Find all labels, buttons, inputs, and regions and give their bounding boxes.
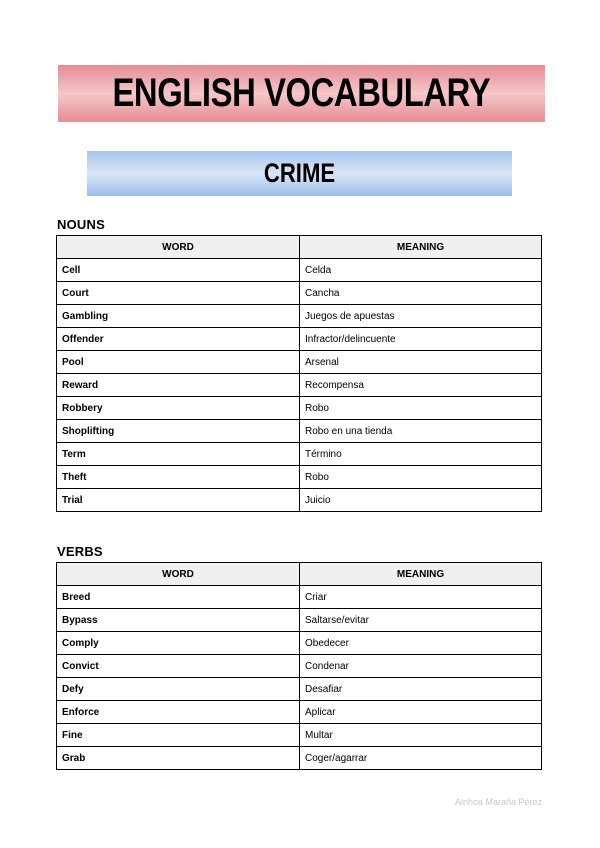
meaning-cell: Coger/agarrar	[300, 747, 542, 770]
word-cell: Robbery	[57, 397, 300, 420]
table-row	[57, 397, 542, 420]
table-row	[57, 724, 542, 747]
meaning-cell: Recompensa	[300, 374, 542, 397]
column-header-word: WORD	[57, 563, 300, 586]
word-cell: Cell	[57, 259, 300, 282]
table-row	[57, 420, 542, 443]
table-row	[57, 609, 542, 632]
meaning-cell: Infractor/delincuente	[300, 328, 542, 351]
table-row	[57, 586, 542, 609]
subtitle-banner	[87, 151, 512, 196]
word-cell: Shoplifting	[57, 420, 300, 443]
word-cell: Trial	[57, 489, 300, 512]
word-cell: Breed	[57, 586, 300, 609]
word-cell: Court	[57, 282, 300, 305]
word-cell: Pool	[57, 351, 300, 374]
table-row	[57, 678, 542, 701]
table-row	[57, 632, 542, 655]
table-row	[57, 701, 542, 724]
word-cell: Enforce	[57, 701, 300, 724]
meaning-cell: Criar	[300, 586, 542, 609]
table-row	[57, 466, 542, 489]
word-cell: Gambling	[57, 305, 300, 328]
meaning-cell: Celda	[300, 259, 542, 282]
author-footer: Ainhoa Maraña Pérez	[454, 797, 542, 807]
word-cell: Fine	[57, 724, 300, 747]
table-header-row	[57, 236, 542, 259]
meaning-cell: Condenar	[300, 655, 542, 678]
page-title: ENGLISH VOCABULARY	[112, 71, 491, 115]
table-row	[57, 374, 542, 397]
verbs-table	[56, 562, 542, 770]
meaning-cell: Cancha	[300, 282, 542, 305]
meaning-cell: Juicio	[300, 489, 542, 512]
meaning-cell: Multar	[300, 724, 542, 747]
meaning-cell: Robo en una tienda	[300, 420, 542, 443]
table-row	[57, 282, 542, 305]
meaning-cell: Desafiar	[300, 678, 542, 701]
page-subtitle: CRIME	[263, 158, 336, 188]
meaning-cell: Término	[300, 443, 542, 466]
meaning-cell: Aplicar	[300, 701, 542, 724]
word-cell: Theft	[57, 466, 300, 489]
meaning-cell: Robo	[300, 466, 542, 489]
table-row	[57, 259, 542, 282]
title-banner	[58, 65, 545, 122]
column-header-word: WORD	[57, 236, 300, 259]
column-header-meaning: MEANING	[300, 236, 542, 259]
word-cell: Term	[57, 443, 300, 466]
meaning-cell: Juegos de apuestas	[300, 305, 542, 328]
verbs-heading: VERBS	[57, 544, 103, 559]
word-cell: Offender	[57, 328, 300, 351]
word-cell: Reward	[57, 374, 300, 397]
table-row	[57, 443, 542, 466]
table-header-row	[57, 563, 542, 586]
word-cell: Comply	[57, 632, 300, 655]
word-cell: Bypass	[57, 609, 300, 632]
word-cell: Grab	[57, 747, 300, 770]
table-row	[57, 489, 542, 512]
word-cell: Defy	[57, 678, 300, 701]
meaning-cell: Robo	[300, 397, 542, 420]
table-row	[57, 747, 542, 770]
table-row	[57, 351, 542, 374]
meaning-cell: Obedecer	[300, 632, 542, 655]
table-row	[57, 328, 542, 351]
column-header-meaning: MEANING	[300, 563, 542, 586]
table-row	[57, 305, 542, 328]
nouns-heading: NOUNS	[57, 217, 105, 232]
table-row	[57, 655, 542, 678]
nouns-table	[56, 235, 542, 512]
word-cell: Convict	[57, 655, 300, 678]
meaning-cell: Arsenal	[300, 351, 542, 374]
meaning-cell: Saltarse/evitar	[300, 609, 542, 632]
